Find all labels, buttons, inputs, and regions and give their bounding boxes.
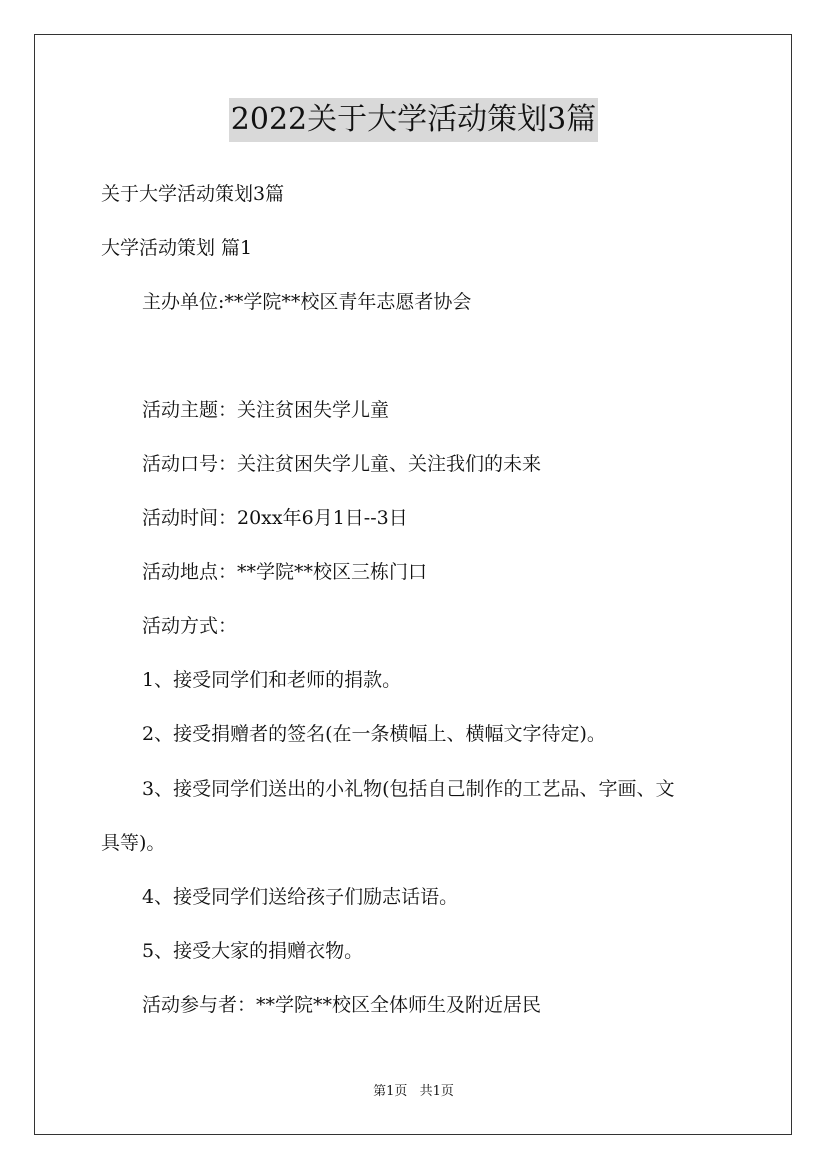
list-item: 4、接受同学们送给孩子们励志话语。 (142, 886, 459, 908)
page-footer (0, 1083, 827, 1101)
list-item: 5、接受大家的捐赠衣物。 (142, 940, 364, 962)
paragraph-participants: 活动参与者：**学院**校区全体师生及附近居民 (142, 994, 542, 1016)
list-item-continuation: 具等)。 (101, 832, 166, 854)
title-container (0, 98, 827, 142)
document-title: 2022关于大学活动策划3篇 (229, 98, 598, 142)
page-number: 第1页 (373, 1084, 408, 1099)
page-total: 共1页 (419, 1084, 454, 1099)
section-heading: 大学活动策划 篇1 (101, 237, 253, 259)
paragraph-slogan: 活动口号：关注贫困失学儿童、关注我们的未来 (142, 453, 542, 475)
paragraph-organizer: 主办单位:**学院**校区青年志愿者协会 (142, 291, 472, 313)
paragraph-time: 活动时间：20xx年6月1日--3日 (142, 507, 408, 529)
list-item: 1、接受同学们和老师的捐款。 (142, 669, 402, 691)
paragraph-method-heading: 活动方式： (142, 615, 238, 637)
list-item: 3、接受同学们送出的小礼物(包括自己制作的工艺品、字画、文 (142, 778, 675, 800)
document-subtitle: 关于大学活动策划3篇 (101, 183, 285, 205)
list-item: 2、接受捐赠者的签名(在一条横幅上、横幅文字待定)。 (142, 723, 606, 745)
paragraph-location: 活动地点：**学院**校区三栋门口 (142, 561, 428, 583)
paragraph-theme: 活动主题：关注贫困失学儿童 (142, 399, 390, 421)
